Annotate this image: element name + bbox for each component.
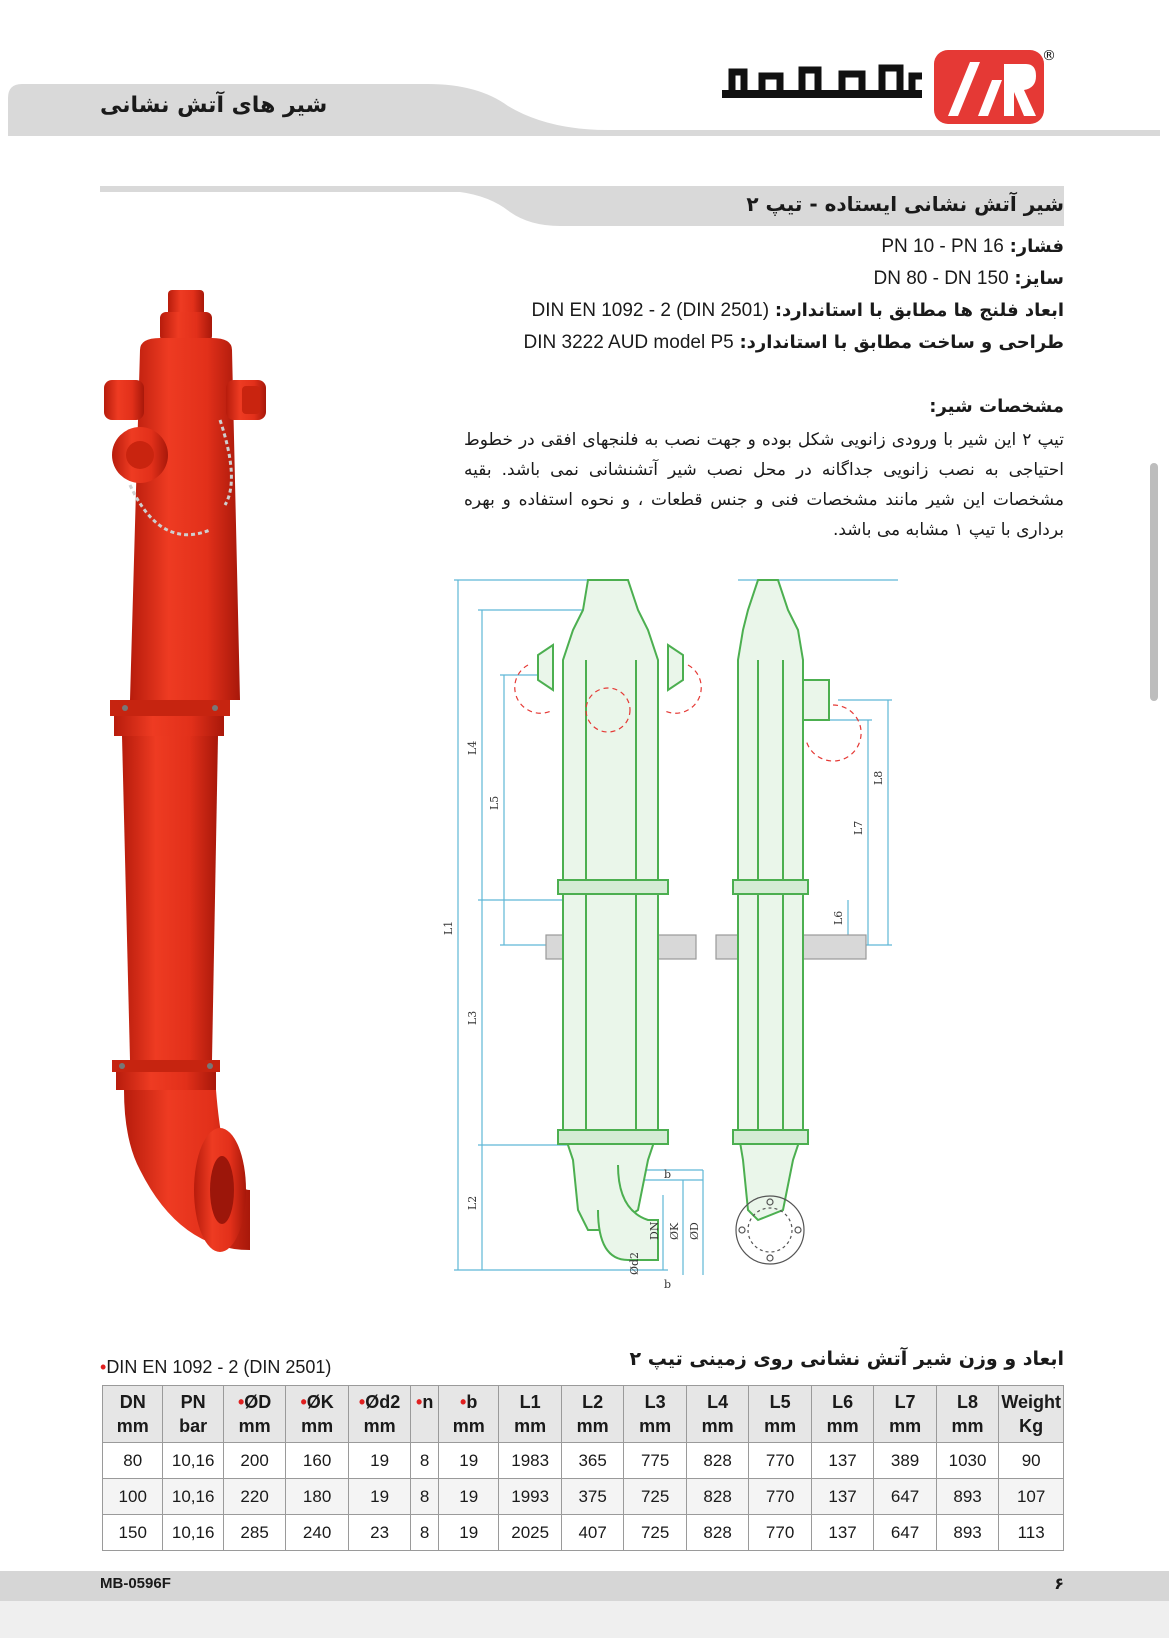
table-cell: 2025 — [499, 1515, 561, 1551]
spec-label: طراحی و ساخت مطابق با استاندارد: — [739, 332, 1064, 353]
features-text: تیپ ۲ این شیر با ورودی زانویی شکل بوده و جهت نصب به فلنجهای افقی در خطوط احتیاجی به نصب زانویی جداگانه در محل نصب شیر آتشنشانی نمی باشد. بقیه مشخصات این شیر مانند مشخصات فنی و جنس قطعات ، و نحوه استفاده و بهره برداری با تیپ ۱ مشابه می باشد. — [464, 430, 1064, 540]
table-cell: 10,16 — [163, 1443, 223, 1479]
table-cell: 90 — [999, 1443, 1064, 1479]
column-name: Weight — [1001, 1392, 1061, 1412]
column-name: b — [466, 1392, 478, 1412]
column-name: L5 — [769, 1392, 791, 1412]
spec-pressure — [881, 236, 1064, 258]
table-cell: 647 — [874, 1515, 936, 1551]
table-cell: 19 — [348, 1479, 410, 1515]
table-cell: 770 — [749, 1443, 811, 1479]
table-cell: 160 — [286, 1443, 348, 1479]
page-number: ۶ — [1054, 1574, 1064, 1593]
column-name: ØK — [306, 1392, 334, 1412]
column-unit: mm — [576, 1416, 609, 1436]
table-body — [103, 1443, 1064, 1551]
dim-label-l2: L2 — [466, 1195, 479, 1210]
brand-logo — [722, 48, 1056, 126]
table-cell: 893 — [936, 1479, 998, 1515]
dim-label-dn: DN — [648, 1221, 661, 1240]
column-name: L1 — [519, 1392, 541, 1412]
column-unit: mm — [116, 1416, 149, 1436]
spec-value: DIN EN 1092 - 2 (DIN 2501) — [531, 300, 770, 321]
bottom-band — [0, 1601, 1169, 1638]
column-name: L6 — [832, 1392, 854, 1412]
column-header — [561, 1386, 623, 1443]
table-cell: 23 — [348, 1515, 410, 1551]
dim-label-od: ØD — [688, 1222, 701, 1240]
table-cell: 389 — [874, 1443, 936, 1479]
spec-value: DN 80 - DN 150 — [873, 268, 1009, 289]
column-header — [749, 1386, 811, 1443]
marker-dot: • — [300, 1392, 307, 1412]
table-cell: 10,16 — [163, 1479, 223, 1515]
column-name: L8 — [957, 1392, 979, 1412]
technical-drawing — [442, 570, 948, 1295]
table-cell: 113 — [999, 1515, 1064, 1551]
column-unit: mm — [764, 1416, 797, 1436]
table-row — [103, 1443, 1064, 1479]
table-cell: 407 — [561, 1515, 623, 1551]
page-heading: شیر های آتش نشانی — [100, 93, 328, 118]
dim-label-b-top: b — [664, 1168, 672, 1181]
table-cell: 285 — [223, 1515, 285, 1551]
table-cell: 647 — [874, 1479, 936, 1515]
column-unit: Kg — [1019, 1416, 1044, 1436]
table-cell: 725 — [624, 1479, 686, 1515]
table-cell: 240 — [286, 1515, 348, 1551]
dim-label-l3: L3 — [466, 1010, 479, 1025]
column-header — [811, 1386, 873, 1443]
spec-size — [873, 268, 1064, 290]
column-name: L3 — [644, 1392, 666, 1412]
table-cell: 8 — [411, 1515, 439, 1551]
column-name: L7 — [894, 1392, 916, 1412]
marker-dot: • — [358, 1392, 366, 1412]
column-unit: mm — [826, 1416, 859, 1436]
column-header — [438, 1386, 498, 1443]
table-cell: 8 — [411, 1443, 439, 1479]
table-cell: 10,16 — [163, 1515, 223, 1551]
column-header — [286, 1386, 348, 1443]
table-cell: 220 — [223, 1479, 285, 1515]
column-header — [223, 1386, 285, 1443]
spec-label: سایز: — [1014, 268, 1064, 289]
table-cell: 1993 — [499, 1479, 561, 1515]
marker-dot: • — [237, 1392, 245, 1412]
dim-label-l7: L7 — [852, 820, 865, 835]
spec-design-standard — [524, 332, 1064, 354]
table-cell: 375 — [561, 1479, 623, 1515]
dimensions-table — [102, 1385, 1064, 1551]
dim-label-ok: ØK — [668, 1222, 681, 1240]
spec-label: فشار: — [1009, 236, 1064, 257]
column-unit: mm — [639, 1416, 672, 1436]
table-cell: 150 — [103, 1515, 163, 1551]
table-cell: 200 — [223, 1443, 285, 1479]
column-name: PN — [180, 1392, 206, 1412]
column-name: L4 — [707, 1392, 729, 1412]
column-unit: mm — [951, 1416, 984, 1436]
column-unit: bar — [179, 1416, 208, 1436]
column-unit: mm — [452, 1416, 485, 1436]
table-cell: 770 — [749, 1479, 811, 1515]
dim-label-l6: L6 — [832, 910, 845, 925]
table-cell: 725 — [624, 1515, 686, 1551]
column-unit — [411, 1414, 438, 1438]
table-header-row — [103, 1386, 1064, 1443]
table-cell: 893 — [936, 1515, 998, 1551]
table-cell: 770 — [749, 1515, 811, 1551]
dim-label-l4: L4 — [466, 740, 479, 755]
table-cell: 80 — [103, 1443, 163, 1479]
table-cell: 365 — [561, 1443, 623, 1479]
table-cell: 828 — [686, 1515, 748, 1551]
table-cell: 19 — [348, 1443, 410, 1479]
marker-dot: • — [460, 1392, 467, 1412]
column-name: DN — [119, 1392, 146, 1412]
table-row — [103, 1515, 1064, 1551]
spec-label: ابعاد فلنج ها مطابق با استاندارد: — [774, 300, 1064, 321]
standard-note-text: DIN EN 1092 - 2 (DIN 2501) — [106, 1357, 332, 1377]
column-header — [103, 1386, 163, 1443]
column-header — [411, 1386, 439, 1443]
dim-label-b-bottom: b — [664, 1278, 672, 1291]
table-cell: 1983 — [499, 1443, 561, 1479]
column-unit: mm — [514, 1416, 547, 1436]
column-name: Ød2 — [365, 1392, 401, 1412]
column-unit: mm — [301, 1416, 334, 1436]
column-header — [936, 1386, 998, 1443]
dim-label-l1: L1 — [442, 920, 455, 935]
footer-band — [0, 1571, 1169, 1601]
footer-code: MB-0596F — [100, 1575, 171, 1592]
column-name: L2 — [582, 1392, 604, 1412]
table-cell: 775 — [624, 1443, 686, 1479]
table-cell: 100 — [103, 1479, 163, 1515]
column-unit: mm — [238, 1416, 271, 1436]
column-header — [874, 1386, 936, 1443]
column-header — [999, 1386, 1064, 1443]
hydrant-photo — [100, 290, 290, 1320]
column-header — [686, 1386, 748, 1443]
marker-dot: • — [416, 1392, 423, 1412]
table-cell: 828 — [686, 1479, 748, 1515]
table-cell: 107 — [999, 1479, 1064, 1515]
column-header — [163, 1386, 223, 1443]
table-cell: 137 — [811, 1443, 873, 1479]
column-unit: mm — [363, 1416, 396, 1436]
table-cell: 137 — [811, 1479, 873, 1515]
column-unit: mm — [889, 1416, 922, 1436]
spec-value: DIN 3222 AUD model P5 — [523, 332, 734, 353]
table-cell: 828 — [686, 1443, 748, 1479]
table-cell: 19 — [438, 1479, 498, 1515]
table-row — [103, 1479, 1064, 1515]
column-name: n — [422, 1392, 434, 1412]
scrollbar-thumb[interactable] — [1150, 463, 1158, 701]
table-cell: 137 — [811, 1515, 873, 1551]
dim-label-od2: Ød2 — [628, 1251, 641, 1275]
dim-label-l8: L8 — [872, 770, 885, 785]
table-cell: 19 — [438, 1443, 498, 1479]
column-header — [624, 1386, 686, 1443]
standard-note — [100, 1357, 331, 1378]
table-title: ابعاد و وزن شیر آتش نشانی روی زمینی تیپ ۲ — [629, 1348, 1064, 1370]
marker-dot: • — [100, 1357, 107, 1377]
table-cell: 19 — [438, 1515, 498, 1551]
spec-flange-standard — [532, 300, 1064, 322]
column-name: ØD — [244, 1392, 272, 1412]
table-cell: 180 — [286, 1479, 348, 1515]
section-title: شیر آتش نشانی ایستاده - تیپ ۲ — [746, 192, 1064, 216]
column-unit: mm — [701, 1416, 734, 1436]
registered-mark: ® — [1042, 48, 1056, 64]
table-cell: 8 — [411, 1479, 439, 1515]
dim-label-l5: L5 — [488, 795, 501, 810]
features-title: مشخصات شیر: — [929, 396, 1064, 417]
column-header — [499, 1386, 561, 1443]
table-cell: 1030 — [936, 1443, 998, 1479]
column-header — [348, 1386, 410, 1443]
spec-value: PN 10 - PN 16 — [881, 236, 1004, 257]
